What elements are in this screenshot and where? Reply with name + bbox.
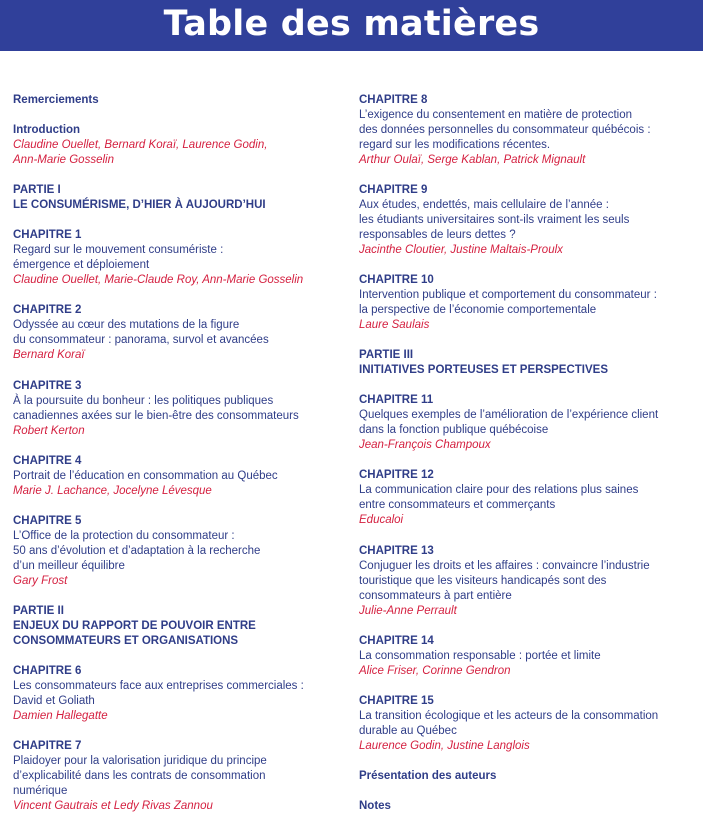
entry-authors: Laure Saulais — [359, 319, 430, 331]
entry-heading: CHAPITRE 5 — [13, 515, 82, 527]
entry-title-line: La consommation responsable : portée et limite — [359, 650, 601, 662]
entry-title-line: canadiennes axées sur le bien-être des consommateurs — [13, 410, 299, 422]
entry-title-line: responsables de leurs dettes ? — [359, 229, 516, 241]
entry-title-line: L’exigence du consentement en matière de protection — [359, 109, 632, 121]
entry-authors: Ann-Marie Gosselin — [13, 154, 114, 166]
entry-title-line: L’Office de la protection du consommateur : — [13, 530, 235, 542]
entry-heading: CHAPITRE 2 — [13, 304, 82, 316]
entry-authors: Bernard Koraï — [13, 349, 85, 361]
toc-entry-chapitre-14[interactable] — [359, 634, 699, 679]
entry-heading: CHAPITRE 11 — [359, 394, 434, 406]
toc-entry-chapitre-10[interactable] — [359, 273, 699, 333]
entry-heading: CHAPITRE 4 — [13, 455, 82, 467]
entry-title-line: les étudiants universitaires sont-ils vraiment les seuls — [359, 214, 630, 226]
entry-title-line: Conjuguer les droits et les affaires : convaincre l’industrie — [359, 560, 650, 572]
entry-authors: Julie-Anne Perrault — [359, 605, 457, 617]
entry-heading: INITIATIVES PORTEUSES ET PERSPECTIVES — [359, 364, 609, 376]
entry-title-line: Quelques exemples de l’amélioration de l’expérience client — [359, 409, 659, 421]
entry-heading: CHAPITRE 8 — [359, 94, 428, 106]
toc-entry-partie-3[interactable] — [359, 348, 699, 378]
toc-entry-notes[interactable] — [359, 799, 699, 814]
entry-title-line: Regard sur le mouvement consumériste : — [13, 244, 224, 256]
toc-entry-chapitre-13[interactable] — [359, 544, 699, 619]
entry-title-line: durable au Québec — [359, 725, 457, 737]
entry-authors: Robert Kerton — [13, 425, 85, 437]
entry-authors: Educaloi — [359, 514, 404, 526]
entry-heading: Présentation des auteurs — [359, 770, 497, 782]
entry-title-line: numérique — [13, 785, 68, 797]
entry-heading: CHAPITRE 12 — [359, 469, 434, 481]
entry-heading: CONSOMMATEURS ET ORGANISATIONS — [13, 635, 239, 647]
entry-heading: PARTIE II — [13, 605, 64, 617]
entry-heading: CHAPITRE 15 — [359, 695, 434, 707]
entry-heading: CHAPITRE 9 — [359, 184, 428, 196]
entry-heading: Remerciements — [13, 94, 99, 106]
entry-title-line: entre consommateurs et commerçants — [359, 499, 556, 511]
entry-heading: ENJEUX DU RAPPORT DE POUVOIR ENTRE — [13, 620, 256, 632]
entry-title-line: Portrait de l’éducation en consommation au Québec — [13, 470, 278, 482]
entry-heading: Introduction — [13, 124, 81, 136]
toc-entry-chapitre-11[interactable] — [359, 393, 699, 453]
entry-heading: LE CONSUMÉRISME, D’HIER À AUJOURD’HUI — [13, 199, 266, 211]
entry-title-line: La transition écologique et les acteurs de la consommation — [359, 710, 659, 722]
toc-entry-remerciements[interactable] — [13, 93, 348, 108]
entry-title-line: David et Goliath — [13, 695, 95, 707]
entry-title-line: consommateurs à part entière — [359, 590, 512, 602]
entry-title-line: La communication claire pour des relations plus saines — [359, 484, 639, 496]
entry-authors: Vincent Gautrais et Ledy Rivas Zannou — [13, 800, 213, 812]
entry-heading: CHAPITRE 13 — [359, 545, 434, 557]
entry-authors: Marie J. Lachance, Jocelyne Lévesque — [13, 485, 212, 497]
entry-title-line: des données personnelles du consommateur québécois : — [359, 124, 651, 136]
entry-heading: CHAPITRE 14 — [359, 635, 434, 647]
entry-title-line: dans la fonction publique québécoise — [359, 424, 549, 436]
entry-title-line: Intervention publique et comportement du consommateur : — [359, 289, 657, 301]
entry-authors: Damien Hallegatte — [13, 710, 108, 722]
toc-entry-chapitre-3[interactable] — [13, 379, 348, 439]
toc-entry-chapitre-2[interactable] — [13, 303, 348, 363]
page-header — [0, 0, 703, 51]
entry-title-line: Les consommateurs face aux entreprises commerciales : — [13, 680, 304, 692]
entry-title-line: d’un meilleur équilibre — [13, 560, 125, 572]
entry-authors: Jean-François Champoux — [359, 439, 491, 451]
entry-authors: Arthur Oulaï, Serge Kablan, Patrick Mignault — [359, 154, 586, 166]
toc-entry-chapitre-9[interactable] — [359, 183, 699, 258]
toc-entry-chapitre-8[interactable] — [359, 93, 699, 168]
toc-entry-chapitre-15[interactable] — [359, 694, 699, 754]
page-title: Table des matières — [163, 4, 540, 44]
entry-title-line: Plaidoyer pour la valorisation juridique du principe — [13, 755, 267, 767]
entry-title-line: regard sur les modifications récentes. — [359, 139, 551, 151]
toc-entry-chapitre-7[interactable] — [13, 739, 348, 814]
entry-heading: CHAPITRE 7 — [13, 740, 82, 752]
entry-heading: Notes — [359, 800, 391, 812]
entry-heading: CHAPITRE 10 — [359, 274, 434, 286]
entry-title-line: la perspective de l’économie comportementale — [359, 304, 597, 316]
entry-authors: Gary Frost — [13, 575, 68, 587]
entry-authors: Jacinthe Cloutier, Justine Maltais-Proulx — [359, 244, 563, 256]
entry-heading: CHAPITRE 1 — [13, 229, 82, 241]
entry-heading: PARTIE III — [359, 349, 414, 361]
entry-title-line: d’explicabilité dans les contrats de consommation — [13, 770, 266, 782]
entry-heading: CHAPITRE 6 — [13, 665, 82, 677]
toc-entry-partie-1[interactable] — [13, 183, 348, 213]
entry-authors: Laurence Godin, Justine Langlois — [359, 740, 530, 752]
toc-entry-partie-2[interactable] — [13, 604, 348, 649]
toc-entry-introduction[interactable] — [13, 123, 348, 168]
entry-title-line: 50 ans d’évolution et d’adaptation à la recherche — [13, 545, 261, 557]
entry-authors: Claudine Ouellet, Marie-Claude Roy, Ann-Marie Gosselin — [13, 274, 304, 286]
toc-entry-presentation-auteurs[interactable] — [359, 769, 699, 784]
entry-title-line: émergence et déploiement — [13, 259, 150, 271]
entry-authors: Alice Friser, Corinne Gendron — [359, 665, 511, 677]
toc-entry-chapitre-1[interactable] — [13, 228, 348, 288]
entry-heading: CHAPITRE 3 — [13, 380, 82, 392]
toc-entry-chapitre-12[interactable] — [359, 468, 699, 528]
entry-heading: PARTIE I — [13, 184, 61, 196]
entry-title-line: À la poursuite du bonheur : les politiques publiques — [13, 395, 274, 407]
entry-title-line: Aux études, endettés, mais cellulaire de l’année : — [359, 199, 609, 211]
entry-authors: Claudine Ouellet, Bernard Koraï, Laurence Godin, — [13, 139, 268, 151]
entry-title-line: Odyssée au cœur des mutations de la figure — [13, 319, 240, 331]
toc-entry-chapitre-5[interactable] — [13, 514, 348, 589]
toc-entry-chapitre-4[interactable] — [13, 454, 348, 499]
entry-title-line: du consommateur : panorama, survol et avancées — [13, 334, 269, 346]
entry-title-line: touristique que les visiteurs handicapés sont des — [359, 575, 607, 587]
toc-entry-chapitre-6[interactable] — [13, 664, 348, 724]
